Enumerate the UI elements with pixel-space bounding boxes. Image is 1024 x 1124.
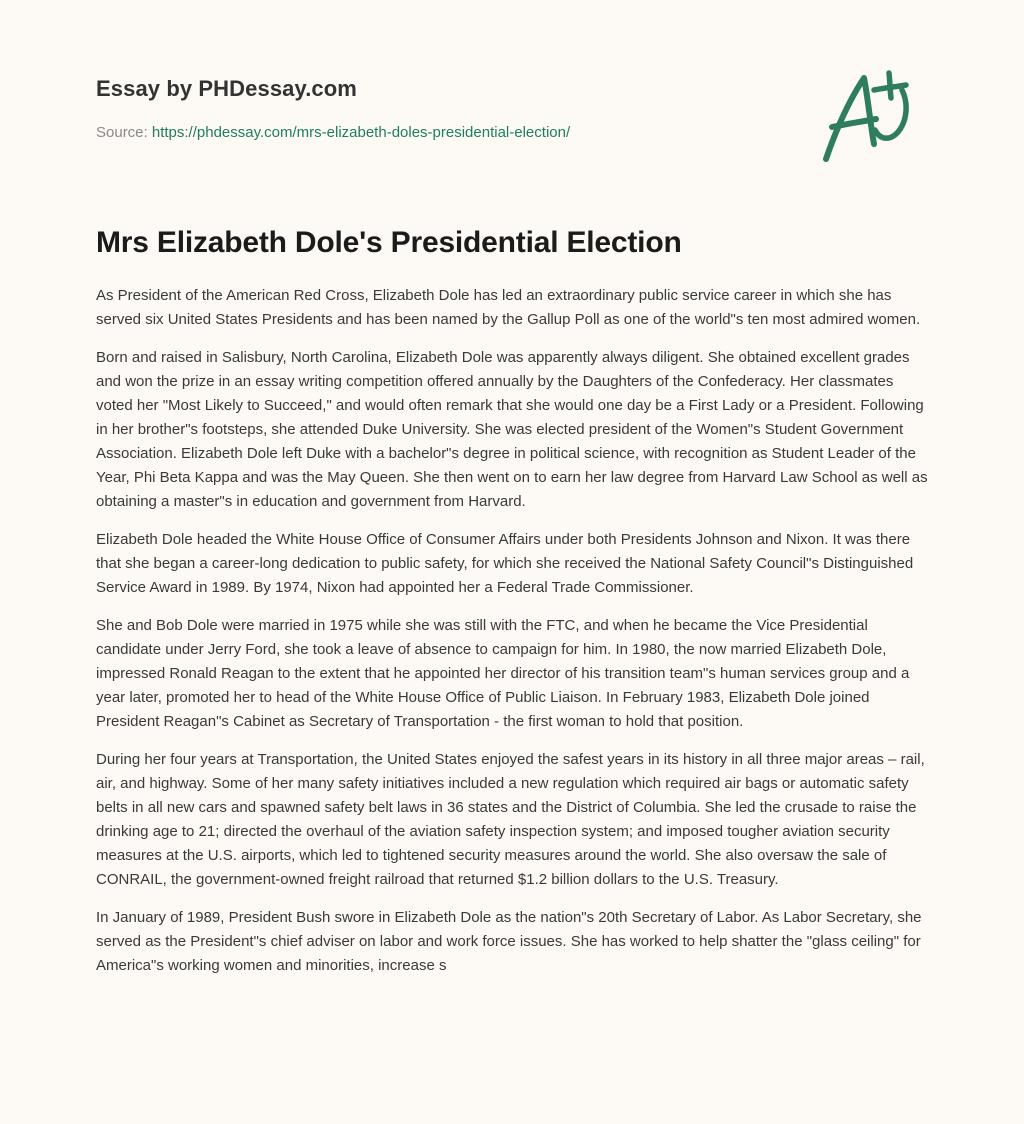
essay-title: Mrs Elizabeth Dole's Presidential Election	[96, 226, 682, 259]
essay-paragraph: Elizabeth Dole headed the White House Office of Consumer Affairs under both Presidents Johnson and Nixon. It was there that she began a career-long dedication to public safety, for which she received the National Safety Council"s Distinguished Service Award in 1989. By 1974, Nixon had appointed her a Federal Trade Commissioner.	[96, 531, 914, 596]
essay-body	[96, 284, 932, 992]
essay-paragraph: She and Bob Dole were married in 1975 while she was still with the FTC, and when he became the Vice Presidential candidate under Jerry Ford, she took a leave of absence to campaign for him. In 1980, the now married Elizabeth Dole, impressed Ronald Reagan to the extent that he appointed her director of his transition team"s human services group and a year later, promoted her to head of the White House Office of Public Liaison. In February 1983, Elizabeth Dole joined President Reagan"s Cabinet as Secretary of Transportation - the first woman to hold that position.	[96, 617, 910, 730]
page-header	[96, 0, 936, 200]
a-plus-grade-icon	[822, 68, 928, 164]
essay-paragraph: In January of 1989, President Bush swore in Elizabeth Dole as the nation"s 20th Secretary of Labor. As Labor Secretary, she served as the President"s chief adviser on labor and work force issues. She has worked to help shatter the "glass ceiling" for America"s working women and minorities, increase s	[96, 909, 922, 974]
source-label: Source:	[96, 124, 152, 141]
source-link[interactable]: https://phdessay.com/mrs-elizabeth-doles-presidential-election/	[151, 124, 571, 141]
essay-paragraph: As President of the American Red Cross, Elizabeth Dole has led an extraordinary public service career in which she has served six United States Presidents and has been named by the Gallup Poll as one of the world"s ten most admired women.	[96, 287, 921, 328]
essay-paragraph: During her four years at Transportation, the United States enjoyed the safest years in its history in all three major areas – rail, air, and highway. Some of her many safety initiatives included a new regulation which required air bags or automatic safety belts in all new cars and spawned safety belt laws in 36 states and the District of Columbia. She led the crusade to raise the drinking age to 21; directed the overhaul of the aviation safety inspection system; and imposed tougher aviation security measures at the U.S. airports, which led to tightened security measures around the world. She also oversaw the sale of CONRAIL, the government-owned freight railroad that returned $1.2 billion dollars to the U.S. Treasury.	[96, 751, 925, 888]
site-brand: Essay by PHDessay.com	[96, 76, 357, 101]
essay-paragraph: Born and raised in Salisbury, North Carolina, Elizabeth Dole was apparently always diligent. She obtained excellent grades and won the prize in an essay writing competition offered annually by the Daughters of the Confederacy. Her classmates voted her "Most Likely to Succeed," and would often remark that she would one day be a First Lady or a President. Following in her brother"s footsteps, she attended Duke University. She was elected president of the Women"s Student Government Association. Elizabeth Dole left Duke with a bachelor"s degree in political science, with recognition as Student Leader of the Year, Phi Beta Kappa and was the May Queen. She then went on to earn her law degree from Harvard Law School as well as obtaining a master"s in education and government from Harvard.	[96, 349, 928, 510]
essay-page	[96, 0, 936, 974]
source-line	[96, 124, 570, 141]
